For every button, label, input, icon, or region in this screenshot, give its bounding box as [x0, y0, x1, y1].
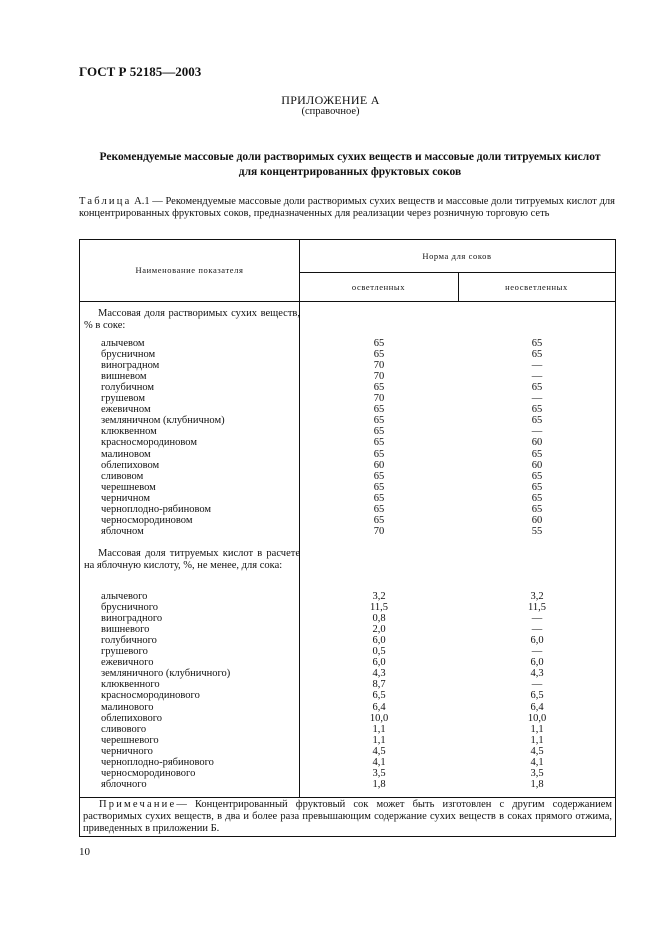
group-label-soluble-solids: Массовая доля растворимых сухих веществ, % в соке: — [84, 308, 300, 331]
table-row: алычевом 65 65 — [101, 338, 543, 349]
table-row: черноплодно-рябиновом 65 65 — [101, 503, 543, 515]
row-name: ежевичного — [101, 657, 154, 669]
table-row: яблочного 1,8 1,8 — [101, 778, 544, 790]
row-name: яблочного — [101, 778, 147, 790]
table-row: вишневом 70 — — [101, 371, 543, 383]
table-row: брусничного 11,5 11,5 — [101, 602, 546, 614]
page-number: 10 — [79, 846, 90, 858]
table-row: красносмородинового 6,5 6,5 — [101, 690, 544, 702]
row-name: яблочном — [101, 525, 144, 537]
row-name: виноградном — [101, 360, 160, 372]
row-name: черноплодно-рябинового — [101, 756, 214, 768]
table-row: ежевичном 65 65 — [101, 404, 543, 416]
appendix-title: ПРИЛОЖЕНИЕ А — [281, 93, 380, 107]
row-name: голубичном — [101, 382, 155, 394]
row-name: вишневом — [101, 371, 147, 383]
row-name: ежевичном — [101, 404, 151, 416]
row-name: брусничного — [101, 602, 159, 614]
row-name: клюквенном — [101, 426, 157, 438]
row-name: красносмородинового — [101, 690, 200, 702]
table-row: малинового 6,4 6,4 — [101, 701, 544, 713]
row-name: алычевого — [101, 591, 148, 602]
row-name: клюквенного — [101, 679, 160, 691]
header-divider — [299, 272, 615, 273]
note-divider — [80, 797, 615, 798]
table-row: алычевого 3,2 3,2 — [101, 591, 544, 602]
table-caption — [79, 196, 615, 220]
row-name: облепиховом — [101, 459, 160, 471]
table-row: черносмородиновом 65 60 — [101, 514, 543, 526]
group-label-titratable-acids: Массовая доля титруемых кислот в расчете на яблочную кислоту, %, не менее, для сока: — [84, 548, 300, 571]
row-name: черешневом — [101, 481, 156, 493]
row-name: земляничного (клубничного) — [101, 668, 231, 680]
row-name: вишневого — [101, 624, 150, 636]
row-name: голубичного — [101, 635, 157, 647]
row-name: сливовом — [101, 470, 144, 482]
row-name: черничном — [101, 492, 151, 504]
table-row: грушевого 0,5 — — [101, 646, 543, 658]
row-name: сливового — [101, 723, 147, 735]
document-code: ГОСТ Р 52185—2003 — [79, 64, 202, 79]
table-row: голубичном 65 65 — [101, 382, 543, 394]
row-name: облепихового — [101, 712, 163, 724]
table-row: брусничном 65 65 — [101, 349, 543, 361]
column-header-unclarified: неосветленных — [505, 282, 568, 292]
row-name: малинового — [101, 701, 154, 713]
table-row: черноплодно-рябинового 4,1 4,1 — [101, 756, 544, 768]
row-name: грушевом — [101, 393, 145, 405]
table-row: ежевичного 6,0 6,0 — [101, 657, 544, 669]
table-row: красносмородиновом 65 60 — [101, 437, 543, 449]
table-row: виноградном 70 — — [101, 360, 543, 372]
row-name: алычевом — [101, 338, 145, 349]
row-name: черносмородинового — [101, 767, 196, 779]
row-name: виноградного — [101, 613, 163, 625]
table-row: черничном 65 65 — [101, 492, 543, 504]
table-row: сливовом 65 65 — [101, 470, 543, 482]
table-row: облепихового 10,0 10,0 — [101, 712, 547, 724]
table-row: земляничном (клубничном) 65 65 — [101, 415, 543, 427]
table-row: черничного 4,5 4,5 — [101, 745, 544, 757]
table-row: облепиховом 60 60 — [101, 459, 543, 471]
header-divider — [80, 301, 615, 302]
caption-text: А.1 — Рекомендуемые массовые доли растворимых сухих веществ и массовые доли титруемых кислот для концентрированных фруктовых соков, предназначенных для реализации через розничную торговую сеть — [79, 196, 615, 219]
row-name: земляничном (клубничном) — [101, 415, 225, 427]
table-row: сливового 1,1 1,1 — [101, 723, 544, 735]
table-row: клюквенном 65 — — [101, 426, 543, 438]
table-row: голубичного 6,0 6,0 — [101, 635, 544, 647]
row-name: брусничном — [101, 349, 156, 361]
appendix-subtitle: (справочное) — [301, 106, 360, 117]
row-name: черноплодно-рябиновом — [101, 503, 212, 515]
row-name: красносмородиновом — [101, 437, 197, 449]
column-header-norm: Норма для соков — [422, 251, 492, 261]
row-name: черносмородиновом — [101, 514, 193, 526]
table-row: черешневом 65 65 — [101, 481, 543, 493]
row-name: черешневого — [101, 734, 159, 746]
table-row: яблочном 70 55 — [101, 525, 543, 537]
table-row: малиновом 65 65 — [101, 448, 543, 460]
row-name: малиновом — [101, 448, 151, 460]
row-name: черничного — [101, 745, 153, 757]
column-header-clarified: осветленных — [351, 282, 406, 292]
data-table — [79, 239, 616, 837]
main-title: Рекомендуемые массовые доли растворимых сухих веществ и массовые доли титруемых кислот для концентрированных фруктовых соков — [99, 151, 601, 178]
note-text: — Концентрированный фруктовый сок может быть изготовлен с другим содержанием растворимых сухих веществ, в два и более раза превышающим содержание сухих веществ в соках прямого отжима, приведенных в приложении Б. — [83, 799, 612, 834]
table-row: земляничного (клубничного) 4,3 4,3 — [101, 668, 544, 680]
table-row: черносмородинового 3,5 3,5 — [101, 767, 544, 779]
table-row: клюквенного 8,7 — — [101, 679, 543, 691]
table-row: виноградного 0,8 — — [101, 613, 543, 625]
column-header-name: Наименование показателя — [135, 265, 244, 275]
table-row: вишневого 2,0 — — [101, 624, 543, 636]
row-name: грушевого — [101, 646, 148, 658]
table-row: грушевом 70 — — [101, 393, 543, 405]
note-label: Примечание — [99, 799, 177, 810]
table-note — [83, 799, 612, 835]
caption-label: Таблица — [79, 196, 132, 207]
table-row: черешневого 1,1 1,1 — [101, 734, 544, 746]
